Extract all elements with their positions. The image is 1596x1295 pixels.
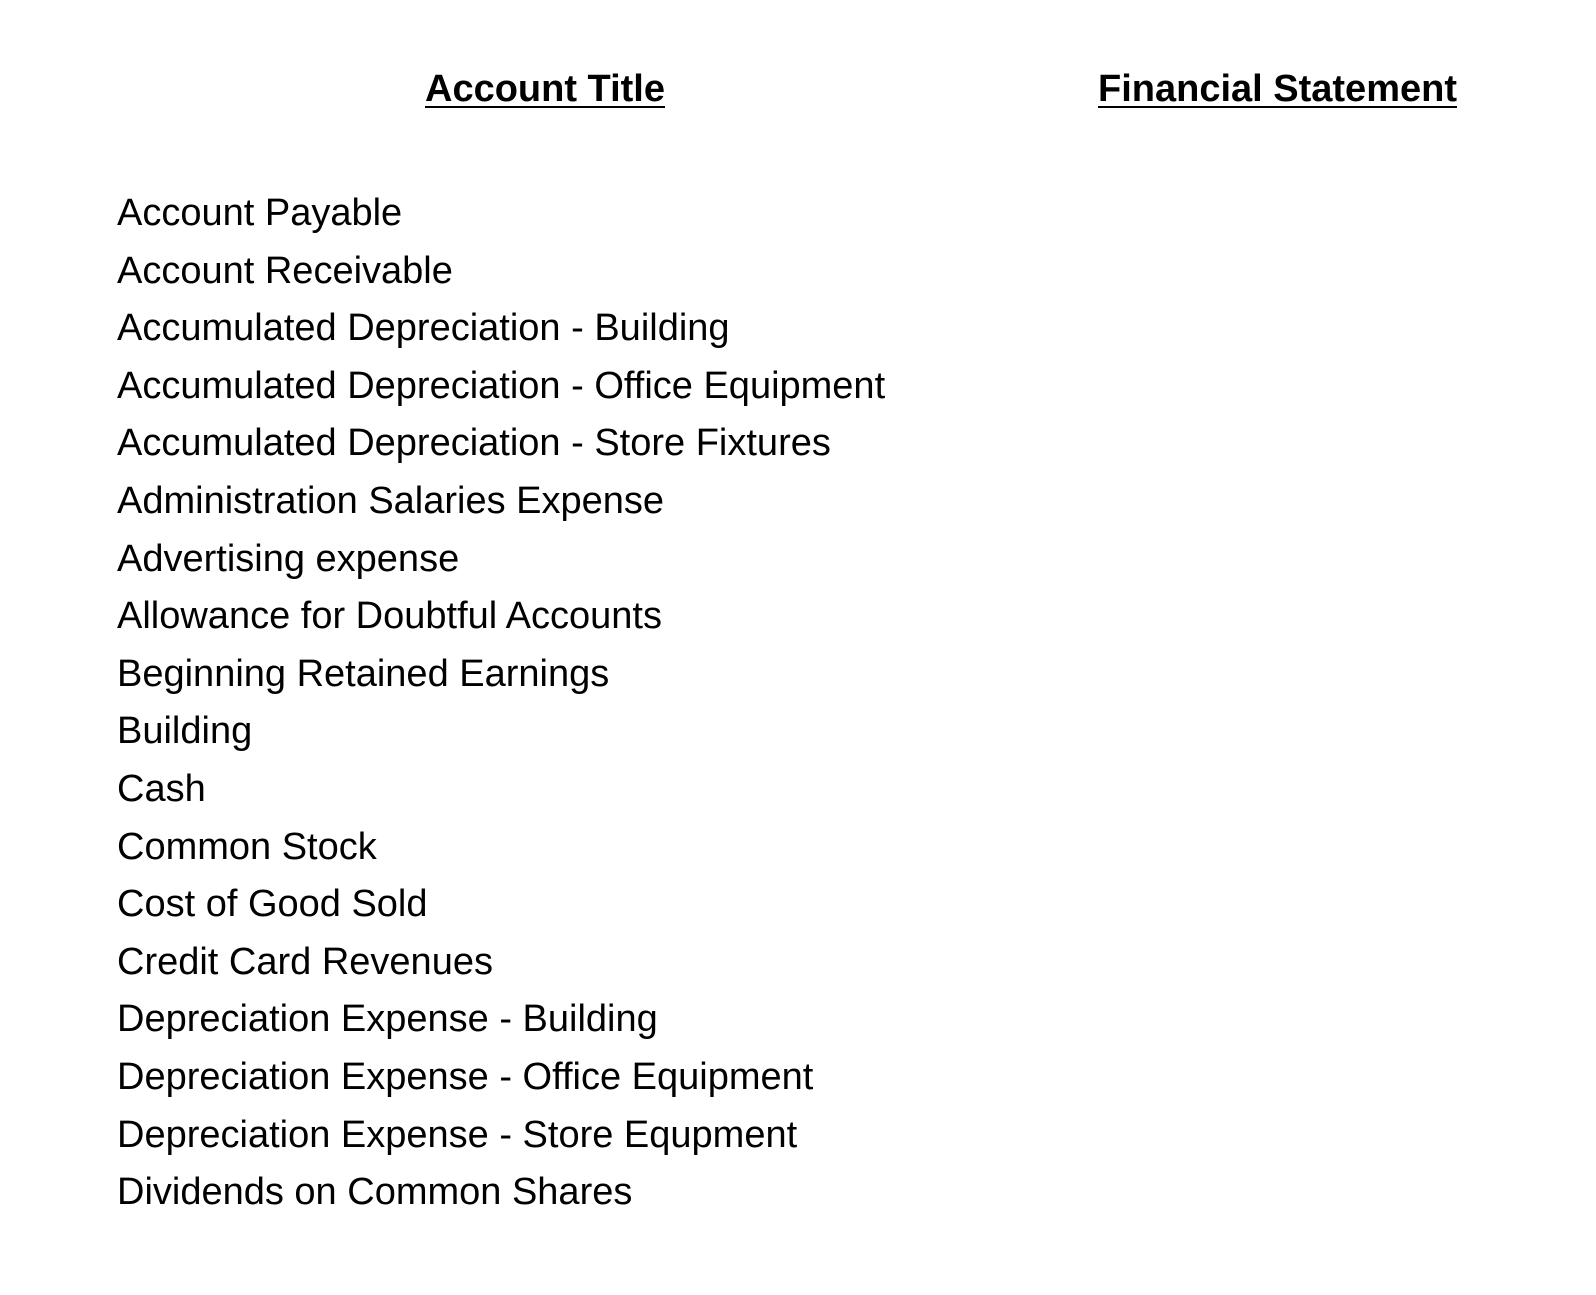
list-item: Dividends on Common Shares xyxy=(117,1171,633,1214)
list-item: Accumulated Depreciation - Store Fixtures xyxy=(117,422,831,465)
list-item: Beginning Retained Earnings xyxy=(117,652,610,695)
list-item: Accumulated Depreciation - Office Equipment xyxy=(117,364,886,407)
list-item: Administration Salaries Expense xyxy=(117,479,665,522)
list-item: Account Payable xyxy=(117,192,403,234)
list-item: Cost of Good Sold xyxy=(117,883,428,926)
list-item: Credit Card Revenues xyxy=(117,940,493,983)
list-item: Cash xyxy=(117,767,206,810)
list-item: Account Receivable xyxy=(117,249,453,292)
list-item: Depreciation Expense - Store Equpment xyxy=(117,1113,798,1156)
account-list xyxy=(117,185,885,1222)
list-item: Accumulated Depreciation - Building xyxy=(117,307,730,350)
financial-statement-header: Financial Statement xyxy=(1098,68,1457,110)
list-item: Advertising expense xyxy=(117,537,460,580)
list-item: Allowance for Doubtful Accounts xyxy=(117,595,662,638)
list-item: Depreciation Expense - Building xyxy=(117,998,658,1041)
list-item: Depreciation Expense - Office Equipment xyxy=(117,1055,814,1098)
account-title-header: Account Title xyxy=(425,68,665,110)
list-item: Common Stock xyxy=(117,825,377,868)
list-item: Building xyxy=(117,710,253,753)
